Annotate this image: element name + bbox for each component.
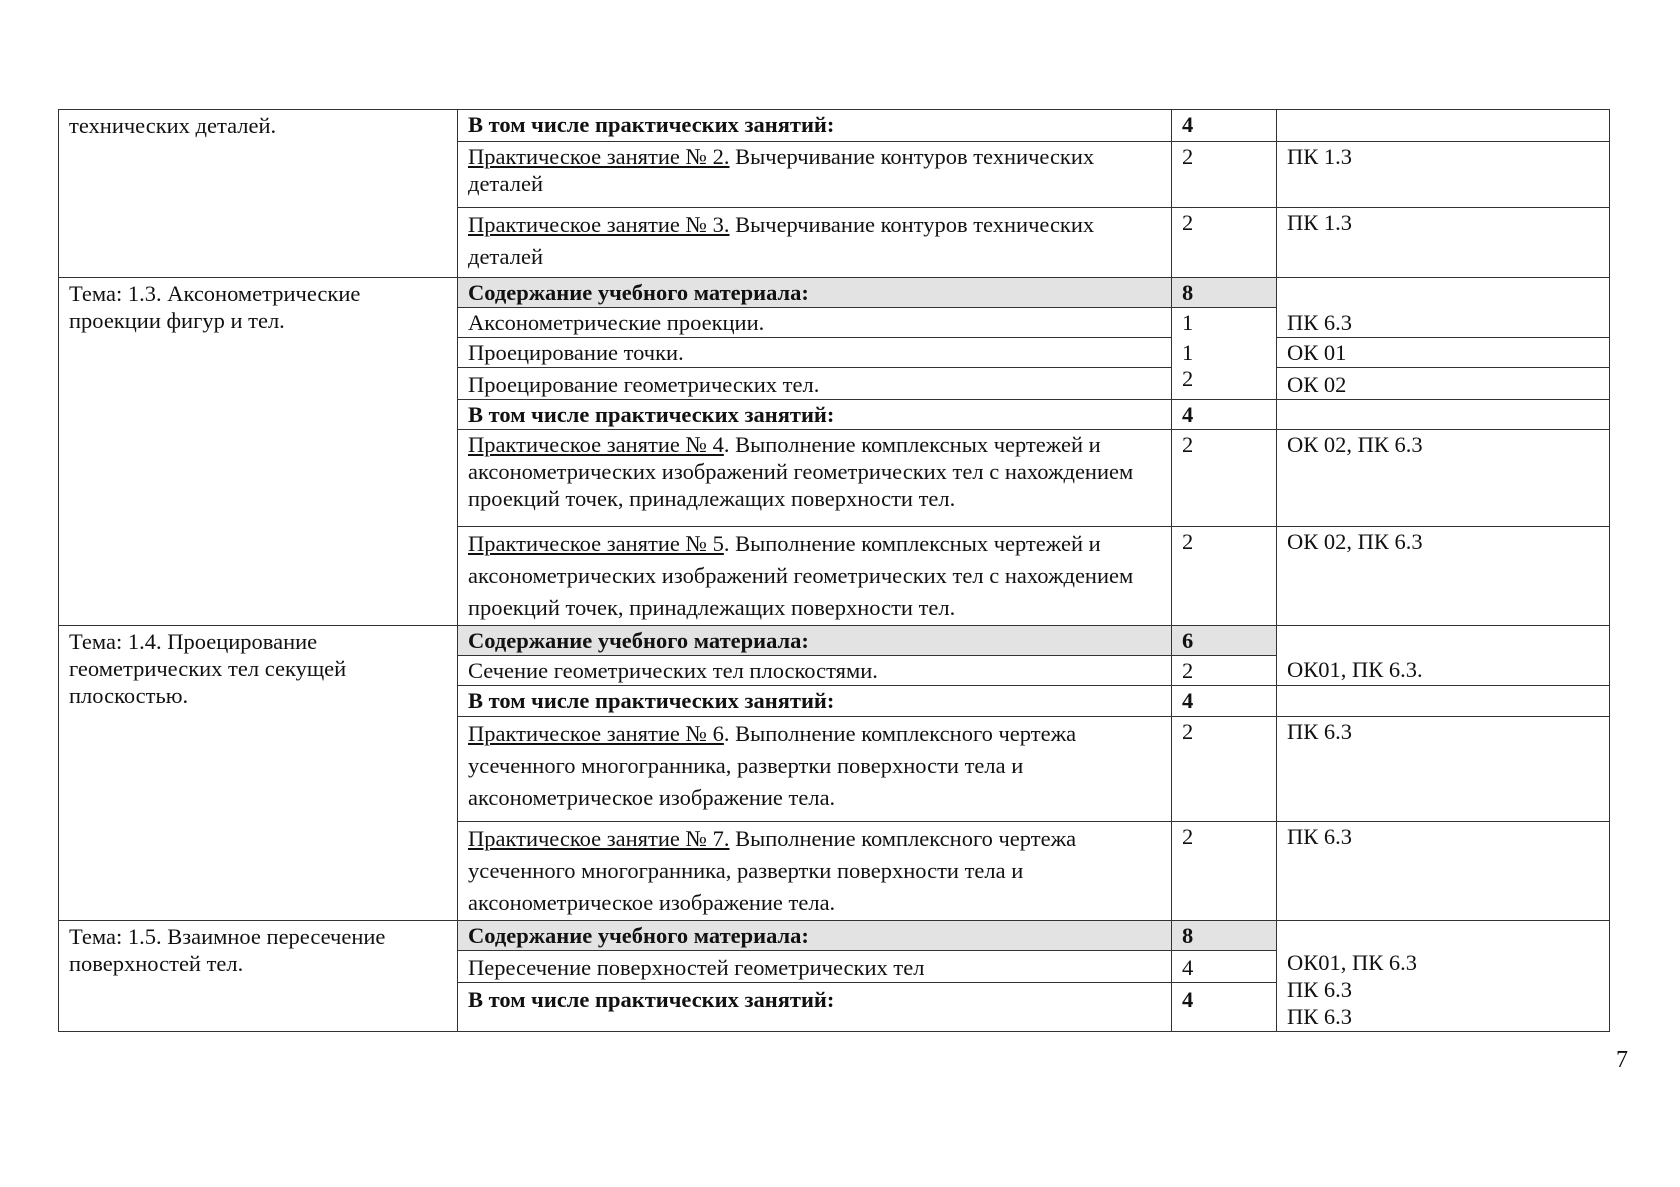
- lesson-cell: [458, 717, 1172, 822]
- hours-cell: 4: [1172, 951, 1277, 983]
- competence-cell: ОК 02, ПК 6.3: [1277, 527, 1610, 626]
- lesson-cell: [458, 527, 1172, 626]
- competence-cell: ПК 6.3: [1277, 308, 1610, 338]
- topic-title: технических деталей.: [69, 113, 277, 138]
- content-item-cell: Сечение геометрических тел плоскостями.: [458, 656, 1172, 686]
- table-row: [59, 110, 1610, 142]
- competence-cell: [1277, 921, 1610, 1032]
- lesson-cell: [458, 142, 1172, 208]
- lesson-text: . Выполнение комплексных чертежей и аксонометрических изображений геометрических тел с нахождением проекций точек, принадлежащих поверхности тел.: [468, 432, 1134, 511]
- content-item-cell: Проецирование геометрических тел.: [458, 368, 1172, 400]
- hours-cell: 4: [1172, 983, 1277, 1032]
- topic-cell: Тема: 1.4. Проецирование геометрических тел секущей плоскостью.: [59, 626, 458, 921]
- table-row: [59, 921, 1610, 951]
- lesson-link: Практическое занятие № 6: [468, 721, 724, 746]
- topic-cell: Тема: 1.5. Взаимное пересечение поверхностей тел.: [59, 921, 458, 1032]
- topic-cell: Тема: 1.3. Аксонометрические проекции фигур и тел.: [59, 278, 458, 626]
- competence-cell: ПК 6.3: [1277, 717, 1610, 822]
- lesson-link: Практическое занятие № 2.: [468, 144, 730, 169]
- hours-cell: 4: [1172, 110, 1277, 142]
- lesson-text: . Выполнение комплексных чертежей и аксонометрических изображений геометрических тел с нахождением проекций точек, принадлежащих поверхности тел.: [468, 531, 1134, 620]
- competence-cell: [1277, 110, 1610, 142]
- competence-cell: ОК 02, ПК 6.3: [1277, 430, 1610, 527]
- lesson-link: Практическое занятие № 4: [468, 432, 724, 457]
- table-row: [59, 278, 1610, 308]
- hours-cell: 1: [1172, 308, 1277, 338]
- curriculum-table: [58, 109, 1610, 1032]
- table-row: [59, 626, 1610, 656]
- content-header-cell: Содержание учебного материала:: [458, 921, 1172, 951]
- competence-cell: ПК 1.3: [1277, 208, 1610, 278]
- practical-header-cell: В том числе практических занятий:: [458, 400, 1172, 430]
- hours-cell: 2: [1172, 527, 1277, 626]
- competence-cell: ПК 6.3: [1277, 822, 1610, 921]
- lesson-link: Практическое занятие № 7.: [468, 826, 730, 851]
- hours-cell: 2: [1172, 822, 1277, 921]
- hours-cell: 4: [1172, 686, 1277, 717]
- content-item-cell: Аксонометрические проекции.: [458, 308, 1172, 338]
- lesson-cell: [458, 430, 1172, 527]
- hours-cell: 4: [1172, 400, 1277, 430]
- topic-cell: [59, 110, 458, 278]
- practical-header-cell: В том числе практических занятий:: [458, 110, 1172, 142]
- content-header-cell: Содержание учебного материала:: [458, 278, 1172, 308]
- lesson-cell: [458, 822, 1172, 921]
- lesson-link: Практическое занятие № 3.: [468, 212, 730, 237]
- competence-cell: [1277, 686, 1610, 717]
- competence-cell: [1277, 278, 1610, 308]
- lesson-text: . Выполнение комплексного чертежа усеченного многогранника, развертки поверхности тела и аксонометрическое изображение тела.: [468, 721, 1077, 810]
- hours-cell: 2: [1172, 656, 1277, 686]
- lesson-text: Вычерчивание контуров технических деталей: [468, 212, 1095, 269]
- hours-cell: 2: [1172, 430, 1277, 527]
- hours-cell: 2: [1172, 208, 1277, 278]
- lesson-cell: [458, 208, 1172, 278]
- practical-header-cell: В том числе практических занятий:: [458, 686, 1172, 717]
- hours-cell: 8: [1172, 921, 1277, 951]
- hours-cell: 2: [1172, 142, 1277, 208]
- lesson-text: Вычерчивание контуров технических деталей: [468, 144, 1095, 196]
- competence-cell: ПК 1.3: [1277, 142, 1610, 208]
- hours-cell: 1: [1172, 338, 1277, 368]
- competence-cell: ОК 02: [1277, 368, 1610, 400]
- competence-cell: [1277, 400, 1610, 430]
- practical-header-cell: В том числе практических занятий:: [458, 983, 1172, 1032]
- competence-cell: ОК01, ПК 6.3.: [1277, 626, 1610, 686]
- page-number: 7: [1616, 1047, 1628, 1073]
- competence-line: ПК 6.3: [1287, 1004, 1353, 1029]
- content-header-cell: Содержание учебного материала:: [458, 626, 1172, 656]
- competence-line: ПК 6.3: [1287, 977, 1353, 1002]
- content-item-cell: Пересечение поверхностей геометрических тел: [458, 951, 1172, 983]
- competence-line: ОК01, ПК 6.3: [1287, 950, 1418, 975]
- content-item-cell: Проецирование точки.: [458, 338, 1172, 368]
- hours-cell: 2: [1172, 368, 1277, 400]
- lesson-link: Практическое занятие № 5: [468, 531, 724, 556]
- hours-cell: 6: [1172, 626, 1277, 656]
- competence-cell: ОК 01: [1277, 338, 1610, 368]
- hours-cell: 8: [1172, 278, 1277, 308]
- hours-cell: 2: [1172, 717, 1277, 822]
- lesson-text: Выполнение комплексного чертежа усеченного многогранника, развертки поверхности тела и аксонометрическое изображение тела.: [468, 826, 1077, 915]
